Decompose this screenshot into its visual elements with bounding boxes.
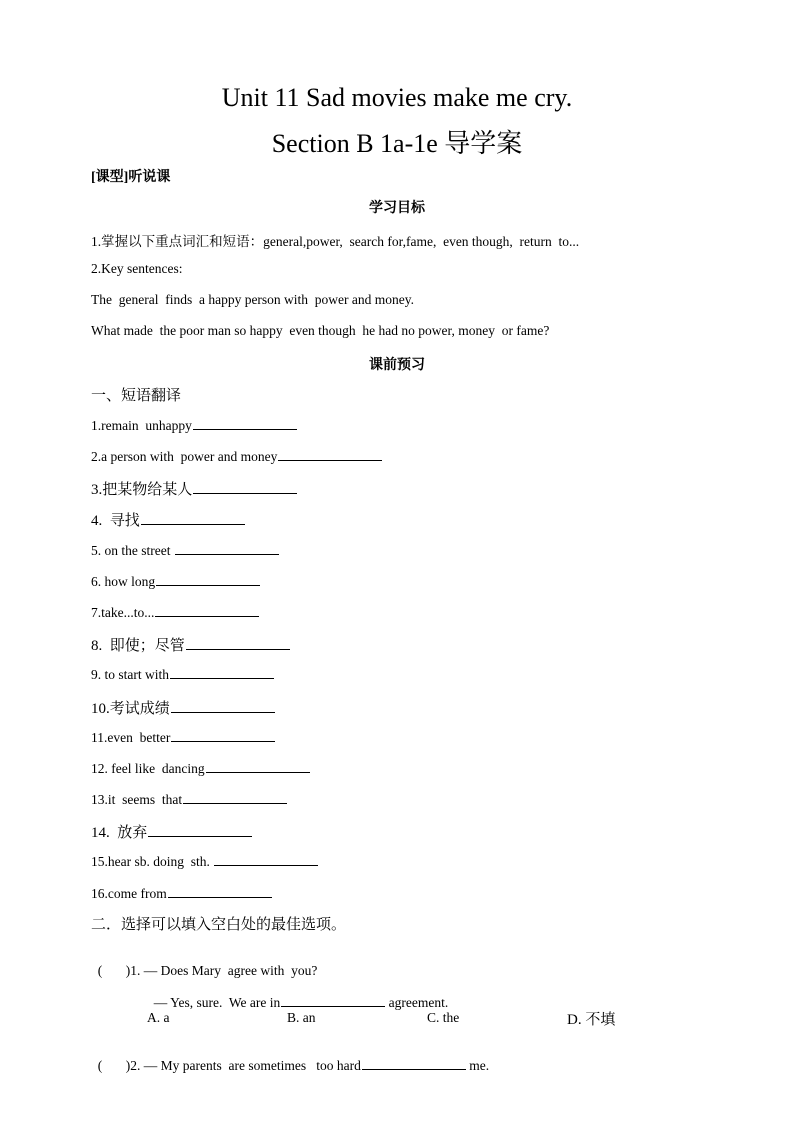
goals-heading: 学习目标: [369, 201, 425, 216]
document-title-line2: Section B 1a-1e 导学案: [271, 129, 523, 158]
answer-blank[interactable]: [281, 994, 385, 1007]
phrase-item: 3.把某物给某人: [91, 478, 297, 499]
answer-blank[interactable]: [155, 604, 259, 617]
answer-blank[interactable]: [193, 417, 297, 430]
answer-blank[interactable]: [171, 729, 275, 742]
answer-blank[interactable]: [214, 853, 318, 866]
answer-blank[interactable]: [175, 542, 279, 555]
document-title-line1: Unit 11 Sad movies make me cry.: [221, 83, 573, 112]
phrase-item: 1.remain unhappy: [91, 417, 297, 434]
answer-blank[interactable]: [183, 791, 287, 804]
option-d[interactable]: D. 不填: [567, 1012, 616, 1028]
phrase-item: 12. feel like dancing: [91, 760, 310, 777]
answer-blank[interactable]: [168, 885, 272, 898]
answer-blank[interactable]: [156, 573, 260, 586]
answer-blank[interactable]: [186, 637, 290, 650]
answer-blank[interactable]: [193, 481, 297, 494]
phrase-item: 9. to start with: [91, 666, 274, 683]
phrase-item: 14. 放弃: [91, 821, 252, 842]
question-1: [91, 947, 317, 979]
goal-1: 1.掌握以下重点词汇和短语：general,power, search for,fame, even though, return to...: [91, 234, 580, 249]
lesson-type: [课型]听说课: [91, 170, 171, 185]
key-sentence-1: The general finds a happy person with power and money.: [91, 292, 415, 307]
phrase-item: 11.even better: [91, 729, 275, 746]
answer-paren-open[interactable]: (: [97, 1058, 103, 1073]
part2-heading: 二．选择可以填入空白处的最佳选项。: [91, 917, 347, 933]
answer-paren-open[interactable]: (: [97, 963, 103, 978]
goal-2: 2.Key sentences:: [91, 261, 183, 276]
answer-blank[interactable]: [362, 1057, 466, 1070]
question-1-answer-line: — Yes, sure. We are in agreement.: [153, 995, 449, 1010]
question-2: ( )2. — My parents are sometimes too hard me.: [97, 1058, 490, 1073]
phrase-item: 8. 即使；尽管: [91, 634, 290, 655]
key-sentence-2: What made the poor man so happy even though he had no power, money or fame?: [91, 323, 550, 338]
phrase-item: 16.come from: [91, 885, 272, 902]
question-1-text: )1. — Does Mary agree with you?: [125, 963, 318, 978]
answer-blank[interactable]: [278, 448, 382, 461]
phrase-item: 6. how long: [91, 573, 260, 590]
phrase-item: 7.take...to...: [91, 604, 259, 621]
answer-blank[interactable]: [171, 700, 275, 713]
phrase-item: 15.hear sb. doing sth.: [91, 853, 318, 870]
question-2-text: )2. — My parents are sometimes too hard: [125, 1058, 361, 1073]
part1-heading: 一、短语翻译: [91, 388, 182, 404]
option-c[interactable]: C. the: [427, 1010, 460, 1025]
answer-blank[interactable]: [170, 666, 274, 679]
phrase-item: 5. on the street: [91, 542, 279, 559]
option-a[interactable]: A. a: [147, 1010, 170, 1025]
preview-heading: 课前预习: [369, 358, 425, 373]
phrase-item: 2.a person with power and money: [91, 448, 382, 465]
phrase-item: 13.it seems that: [91, 791, 287, 808]
option-b[interactable]: B. an: [287, 1010, 316, 1025]
answer-blank[interactable]: [141, 512, 245, 525]
answer-blank[interactable]: [206, 760, 310, 773]
phrase-item: 10.考试成绩: [91, 697, 275, 718]
answer-blank[interactable]: [148, 824, 252, 837]
phrase-item: 4. 寻找: [91, 509, 245, 530]
